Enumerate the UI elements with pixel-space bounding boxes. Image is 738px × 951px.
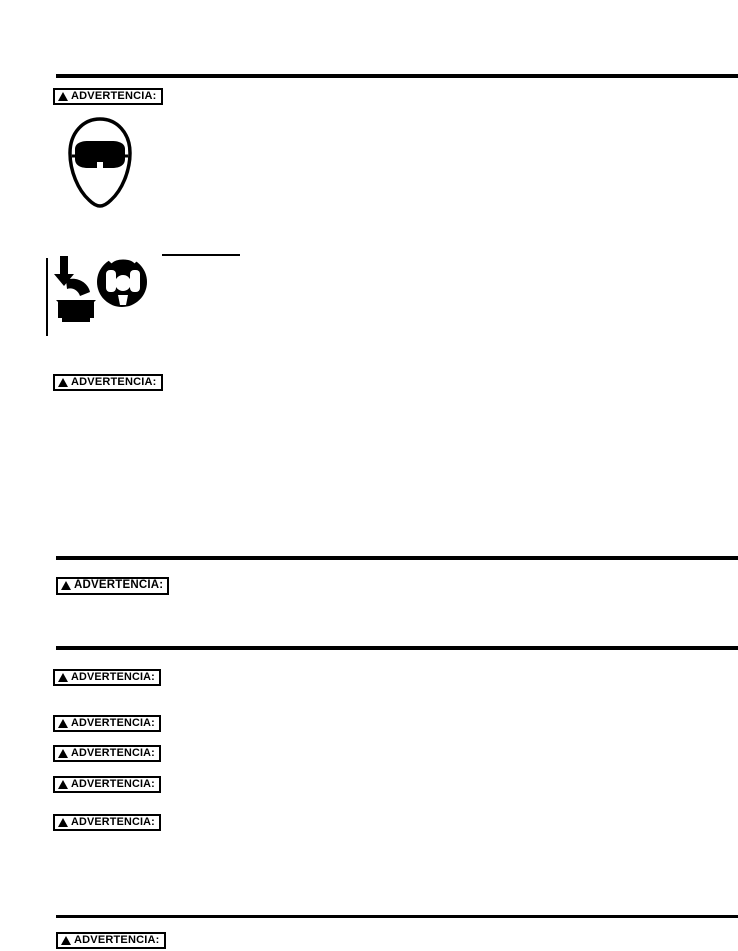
warning-label: ADVERTENCIA: [71, 671, 155, 683]
ppe-hearing-and-eye-protection-icon [46, 250, 152, 332]
warning-triangle-icon [58, 818, 68, 827]
warning-label: ADVERTENCIA: [71, 90, 157, 102]
warning-triangle-icon [58, 92, 68, 101]
warning-label: ADVERTENCIA: [74, 579, 164, 591]
warning-badge-2 [53, 374, 163, 391]
warning-label: ADVERTENCIA: [71, 376, 157, 388]
eye-shield-sub-icon [54, 256, 96, 322]
warning-triangle-icon [58, 673, 68, 682]
heading-underline [162, 254, 240, 256]
safety-goggles-face-icon [66, 116, 134, 210]
warning-badge-1 [53, 88, 163, 105]
warning-badge-8 [53, 814, 161, 831]
warning-label: ADVERTENCIA: [71, 717, 155, 729]
warning-triangle-icon [58, 780, 68, 789]
warning-badge-3 [56, 577, 169, 595]
margin-vertical-bar [46, 258, 48, 336]
warning-label: ADVERTENCIA: [71, 747, 155, 759]
top-rule [56, 74, 738, 78]
mid-rule [56, 556, 738, 560]
warning-label: ADVERTENCIA: [74, 934, 160, 946]
warning-triangle-icon [61, 581, 71, 590]
lower-rule [56, 646, 738, 650]
warning-label: ADVERTENCIA: [71, 778, 155, 790]
warning-triangle-icon [58, 719, 68, 728]
warning-label: ADVERTENCIA: [71, 816, 155, 828]
warning-triangle-icon [58, 378, 68, 387]
warning-badge-4 [53, 669, 161, 686]
bottom-rule [56, 915, 738, 918]
warning-triangle-icon [58, 749, 68, 758]
hearing-protection-sub-icon [97, 257, 147, 307]
warning-badge-9 [56, 932, 166, 949]
warning-badge-5 [53, 715, 161, 732]
warning-triangle-icon [61, 936, 71, 945]
warning-badge-7 [53, 776, 161, 793]
warning-badge-6 [53, 745, 161, 762]
